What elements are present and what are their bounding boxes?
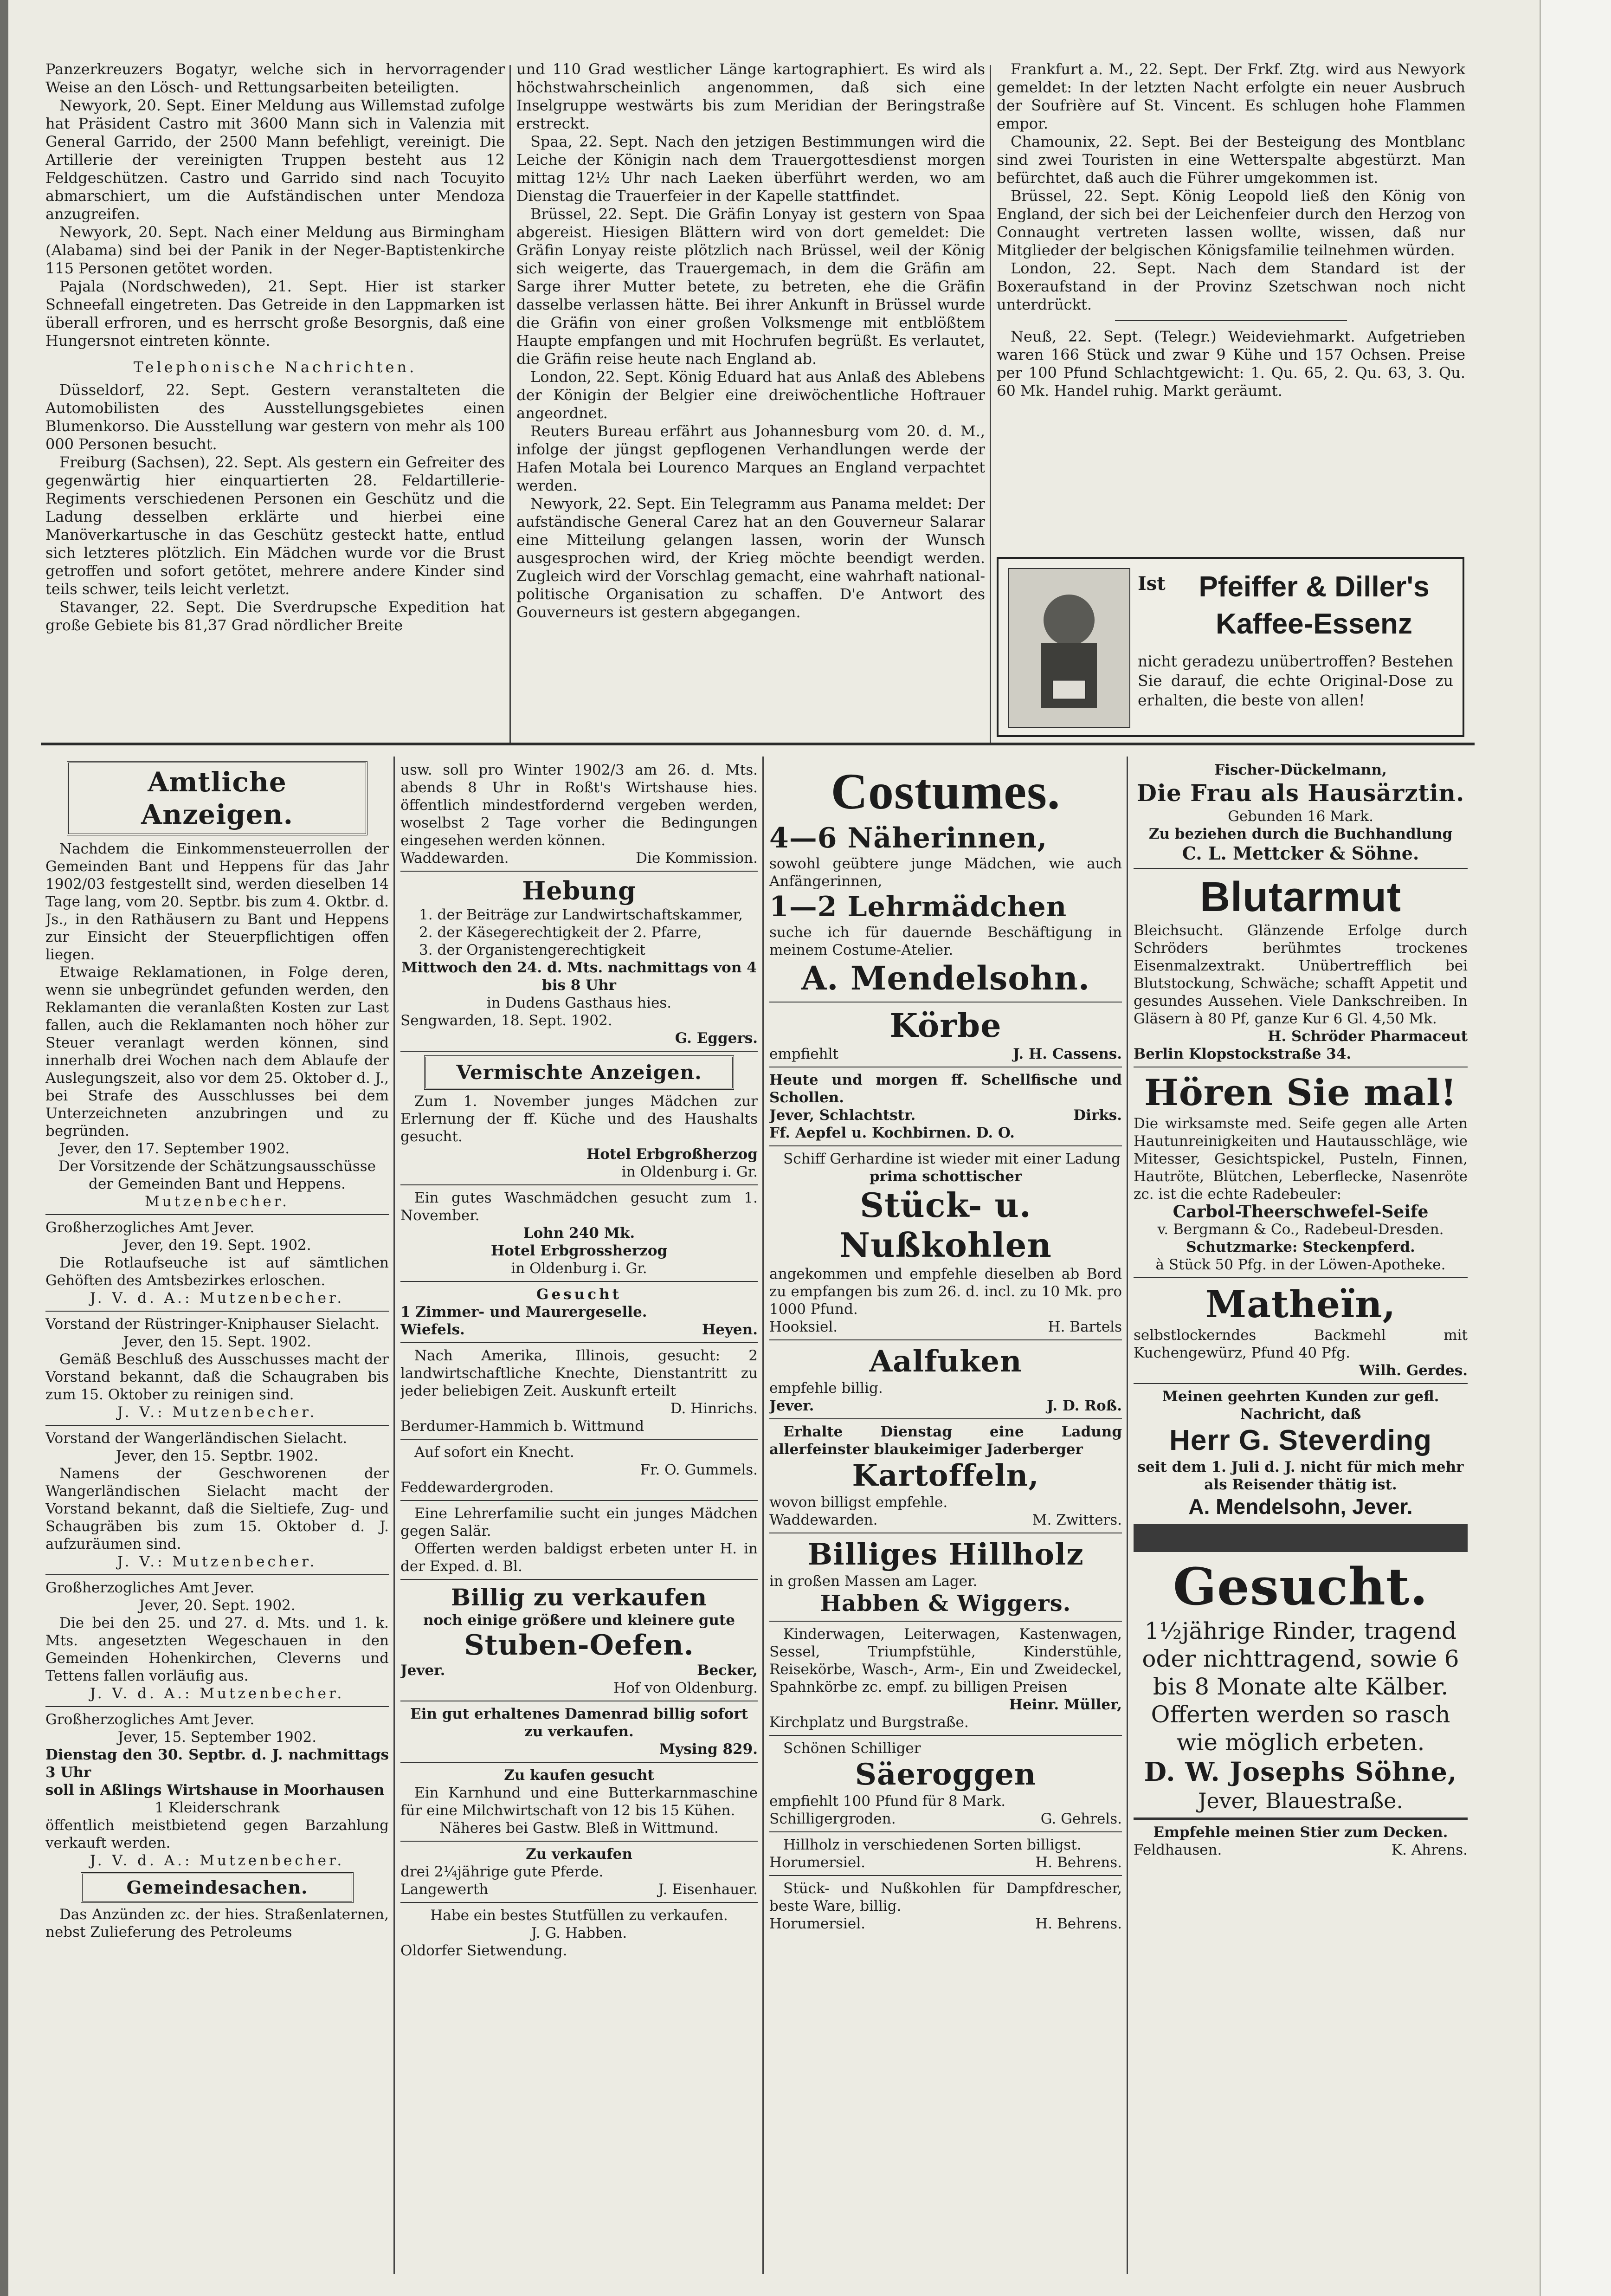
book-title: Die Frau als Hausärztin. — [1136, 779, 1465, 807]
divider — [45, 1214, 389, 1215]
notice-text: öffentlich meistbietend gegen Barzahlung verkauft werden. — [45, 1817, 389, 1851]
news-item: Brüssel, 22. Sept. Die Gräfin Lonyay ist gestern von Spaa abgereist. Hiesigen Blättern wird von dort gemeldet: Die Gräfin Lonyay reiste plötzlich nach Brüssel, weil der König sich weigerte, das Trauergemach, in dem die Gräfin am Sarge ihrer Mutter betete, zu betreten, ehe die Gräfin dasselbe verlassen hätte. Bei ihrer Ankunft in Brüssel wurde die Gräfin von einer großen Volksmenge mit entblößtem Haupte empfangen und mit Hochrufen begrüßt. Es verlautet, die Gräfin reise heute nach England ab. — [516, 205, 985, 368]
divider — [769, 1831, 1122, 1832]
seed-rye-heading: Säeroggen — [855, 1757, 1037, 1792]
ad-text: empfehle billig. — [769, 1380, 883, 1397]
ad-text: Heute und morgen ff. Schellfische und Schollen. — [769, 1072, 1122, 1106]
stoves-heading: Stuben-Oefen. — [464, 1629, 694, 1662]
mathein-heading: Matheïn, — [1205, 1282, 1396, 1326]
ad-text: noch einige größere und kleinere gute — [423, 1612, 735, 1629]
divider — [1134, 1383, 1468, 1384]
author-name: Fischer-Dückelmann, — [1214, 762, 1387, 778]
news-column-2 — [516, 60, 985, 743]
health-ads-column — [1134, 761, 1468, 2293]
ad-heading: Zu kaufen gesucht — [504, 1767, 654, 1784]
divider — [400, 1762, 758, 1763]
notice-heading: Vorstand der Wangerländischen Sielacht. — [45, 1430, 348, 1447]
date-line: Sengwarden, 18. Sept. 1902. — [400, 1012, 612, 1029]
notice-text: Dienstag den 30. Septbr. d. J. nachmittags 3 Uhr — [45, 1746, 389, 1781]
notice-date: Jever, den 19. Sept. 1902. — [123, 1237, 311, 1254]
ad-signatory: H. Bartels — [1048, 1319, 1122, 1335]
ad-text: Kinderwagen, Leiterwagen, Kastenwagen, Sessel, Triumpfstühle, Kinderstühle, Reisekörbe, Wasch-, Arm-, Ein und Zweideckel, Spahnkörbe zc. empf. zu billigen Preisen — [769, 1626, 1122, 1695]
ad-place: in Oldenburg i. Gr. — [621, 1164, 758, 1180]
coffee-drinker-illustration-icon — [1008, 568, 1130, 728]
divider — [1115, 320, 1347, 321]
ad-place: Oldorfer Sietwendung. — [400, 1942, 567, 1959]
ad-text: nicht geradezu unübertroffen? Bestehen Sie darauf, die echte Original-Dose zu erhalten, die beste von allen! — [1138, 652, 1453, 709]
news-item: Freiburg (Sachsen), 22. Sept. Als gestern ein Gefreiter des gegenwärtig hier einquartierten 28. Feldartillerie-Regiments verschiedenen Personen ein Geschütz und die Ladung desselben erklärte und hierbei eine Manöverkartusche in das Geschütz gesteckt hatte, entlud sich letzteres plötzlich. Ein Mädchen wurde vor die Brust getroffen und sofort getötet, mehrere andere Kinder sind teils schwer, teils leicht verletzt. — [45, 453, 505, 598]
ad-text: Hillholz in verschiedenen Sorten billigst. — [783, 1837, 1082, 1853]
notice-text: Nachdem die Einkommensteuerrollen der Gemeinden Bant und Heppens für das Jahr 1902/03 festgestellt sind, werden dieselben 14 Tage lang, vom 20. Septbr. bis zum 4. Oktbr. d. Js., in den Rathäusern zu Bant und Heppens zur Einsicht der Steuerpflichtigen offen liegen. — [45, 841, 389, 963]
ad-place: Jever, Schlachtstr. — [769, 1107, 916, 1124]
divider — [400, 1281, 758, 1282]
ad-heading: Zu verkaufen — [526, 1846, 632, 1863]
ad-text: Offerten werden so rasch wie möglich erbeten. — [1151, 1701, 1450, 1756]
ad-text: empfiehlt — [769, 1046, 838, 1062]
ad-signatory: H. Behrens. — [1035, 1915, 1122, 1932]
hebung-title: Hebung — [522, 876, 636, 905]
ad-place: Hooksiel. — [769, 1319, 838, 1335]
notice-text: usw. soll pro Winter 1902/3 am 26. d. Mts. abends 8 Uhr in Roßt's Wirtshause hies. öffentlich mindestfordernd vergeben werden, woselbst 2 Tage vorher die Bedingungen eingesehen werden können. — [400, 762, 758, 849]
misc-ads-title: Vermischte Anzeigen. — [456, 1061, 702, 1084]
ad-signatory: K. Ahrens. — [1391, 1842, 1468, 1858]
ad-signatory: A. Mendelsohn, Jever. — [1188, 1494, 1413, 1519]
ad-text: Zum 1. November junges Mädchen zur Erlernung der ff. Küche und des Haushalts gesucht. — [400, 1093, 758, 1145]
ad-signatory: D. Hinrichs. — [670, 1400, 758, 1417]
sale-heading: Billig zu verkaufen — [451, 1584, 708, 1611]
divider — [400, 1579, 758, 1580]
dark-band — [1134, 1524, 1468, 1552]
ad-text: à Stück 50 Pfg. in der Löwen-Apotheke. — [1155, 1256, 1446, 1273]
news-item: Pajala (Nordschweden), 21. Sept. Hier ist starker Schneefall eingetreten. Das Getreide in den Lappmarken ist überall erfroren, und es herrscht große Besorgnis, daß eine Hungersnot eintreten könnte. — [45, 278, 505, 349]
ad-place: Wiefels. — [400, 1321, 465, 1338]
ad-signatory: Hotel Erbgrossherzog — [490, 1242, 668, 1259]
column-rule — [393, 757, 395, 2274]
ad-place: Feldhausen. — [1134, 1842, 1222, 1858]
page-edge — [1540, 0, 1611, 2296]
ad-signatory: Becker, — [697, 1662, 758, 1679]
ad-place: Horumersiel. — [769, 1915, 865, 1932]
column-rule — [509, 65, 511, 743]
column-rule — [990, 65, 991, 743]
hillholz-heading: Billiges Hillholz — [807, 1537, 1084, 1572]
ad-signatory: v. Bergmann & Co., Radebeul-Dresden. — [1157, 1221, 1444, 1238]
ad-text: Meinen geehrten Kunden zur gefl. Nachricht, daß — [1162, 1388, 1439, 1423]
divider — [400, 1841, 758, 1842]
ad-text: Schiff Gerhardine ist wieder mit einer Ladung — [783, 1151, 1121, 1167]
ad-text: Erhalte Dienstag eine Ladung allerfeinster blaukeimiger Jaderberger — [769, 1423, 1122, 1458]
ad-signatory: Dirks. — [1073, 1107, 1122, 1124]
divider — [400, 1184, 758, 1185]
ad-text: wovon billigst empfehle. — [769, 1494, 948, 1511]
news-item: Reuters Bureau erfährt aus Johannesburg vom 20. d. M., infolge der jüngst gepflogenen Verhandlungen werde der Hafen Motala bei Lourenco Marques an England verpachtet werden. — [516, 422, 985, 494]
news-item: und 110 Grad westlicher Länge kartographiert. Es wird als höchstwahrscheinlich angenommen, daß sich eine Inselgruppe westwärts bis zum Meridian der Beringstraße erstreckt. — [516, 60, 985, 132]
notice-name: J. V.: Mutzenbecher. — [117, 1404, 317, 1421]
divider — [1134, 868, 1468, 869]
notice-name: Mutzenbecher. — [145, 1193, 290, 1210]
ad-place: Jever, Blauestraße. — [1198, 1788, 1403, 1813]
ad-place: Jever. — [769, 1397, 814, 1414]
divider — [1134, 1817, 1468, 1820]
divider — [45, 1706, 389, 1707]
ad-signatory: J. H. Cassens. — [1013, 1046, 1122, 1062]
ad-text: selbstlockerndes Backmehl mit Kuchengewürz, Pfund 40 Pfg. — [1134, 1327, 1468, 1361]
news-item: Stavanger, 22. Sept. Die Sverdrupsche Expedition hat große Gebiete bis 81,37 Grad nördlicher Breite — [45, 598, 505, 634]
steverding-heading: Herr G. Steverding — [1169, 1424, 1432, 1456]
list-item: 2. der Käsegerechtigkeit der 2. Pfarre, — [419, 924, 702, 941]
divider — [769, 1735, 1122, 1736]
ad-place: Kirchplatz und Burgstraße. — [769, 1714, 969, 1731]
brand-name: Pfeiffer & Diller's — [1199, 571, 1430, 603]
notice-text: Die bei den 25. und 27. d. Mts. und 1. k. Mts. angesetzten Wegeschauen in den Gemeinden Hohenkirchen, Cleverns und Tettens fallen vorläufig aus. — [45, 1615, 389, 1684]
ad-text: Zu beziehen durch die Buchhandlung — [1148, 826, 1453, 842]
notice-name: J. V. d. A.: Mutzenbecher. — [90, 1852, 345, 1869]
notice-date: Jever, den 15. Septbr. 1902. — [116, 1448, 319, 1464]
ad-text: Gebunden 16 Mark. — [1228, 808, 1373, 825]
divider — [400, 1342, 758, 1343]
divider — [1134, 1277, 1468, 1278]
place: Waddewarden. — [400, 850, 509, 867]
ad-text: sowohl geübtere junge Mädchen, wie auch Anfängerinnen, — [769, 855, 1122, 890]
mendelsohn-name: A. Mendelsohn. — [801, 959, 1090, 997]
ad-text: angekommen und empfehle dieselben ab Bord zu empfangen bis zum 26. d. incl. zu 10 Mk. pro 1000 Pfund. — [769, 1266, 1122, 1318]
notice-name: J. V. d. A.: Mutzenbecher. — [90, 1290, 345, 1306]
ad-text: Ein Karnhund und eine Butterkarnmaschine für eine Milchwirtschaft von 12 bis 15 Kühen. — [400, 1785, 758, 1819]
divider — [400, 1902, 758, 1903]
mixed-ads-column — [400, 761, 758, 2293]
place-line: in Dudens Gasthaus hies. — [486, 995, 672, 1011]
notice-heading: Großherzogliches Amt Jever. — [45, 1219, 255, 1236]
ad-place: Langewerth — [400, 1881, 489, 1898]
product-name: Kaffee-Essenz — [1216, 608, 1412, 640]
official-notices-title: Amtliche Anzeigen. — [141, 766, 293, 830]
seamstresses-heading: 4—6 Näherinnen, — [769, 822, 1048, 854]
divider — [769, 1145, 1122, 1146]
ad-text: Empfehle meinen Stier zum Decken. — [1153, 1824, 1448, 1841]
ad-text: Näheres bei Gastw. Bleß in Wittmund. — [439, 1820, 719, 1837]
ad-text: drei 2¼jährige gute Pferde. — [400, 1863, 604, 1880]
official-notices-column — [45, 761, 389, 2293]
signatory: G. Eggers. — [675, 1030, 758, 1047]
ad-text: seit dem 1. Juli d. J. nicht für mich mehr als Reisender thätig ist. — [1137, 1459, 1464, 1493]
ad-place: Schilligergroden. — [769, 1811, 896, 1827]
column-rule — [1127, 757, 1128, 2274]
soap-name: Carbol-Theerschwefel-Seife — [1173, 1202, 1429, 1222]
divider — [45, 1574, 389, 1575]
ad-text: 1½jährige Rinder, tragend oder nichttragend, sowie 6 bis 8 Monate alte Kälber. — [1142, 1617, 1459, 1700]
news-item: Frankfurt a. M., 22. Sept. Der Frkf. Ztg. wird aus Newyork gemeldet: In der letzten Nacht erfolgte ein neuer Ausbruch der Soufrière auf St. Vincent. Es schlugen hohe Flammen empor. — [997, 60, 1465, 132]
notice-text: soll in Aßlings Wirtshause in Moorhausen — [45, 1782, 385, 1798]
section-rule — [41, 743, 1475, 745]
divider — [45, 1311, 389, 1312]
newspaper-page — [8, 0, 1540, 2296]
ad-text: prima schottischer — [869, 1168, 1022, 1185]
ad-signatory: Fr. O. Gummels. — [640, 1462, 758, 1478]
binding-gutter — [0, 0, 8, 2296]
commercial-ads-column — [769, 761, 1122, 2293]
ad-text: Ein gutes Waschmädchen gesucht zum 1. November. — [400, 1190, 758, 1224]
ad-text: Schönen Schilliger — [783, 1740, 921, 1757]
divider — [45, 1425, 389, 1426]
notice-text: 1 Kleiderschrank — [155, 1799, 280, 1816]
signatory: Die Kommission. — [636, 850, 758, 867]
notice-heading: Großherzogliches Amt Jever. — [45, 1579, 255, 1596]
notice-name: J. V.: Mutzenbecher. — [117, 1553, 317, 1570]
ad-place: Feddewardergroden. — [400, 1479, 554, 1496]
trademark: Schutzmarke: Steckenpferd. — [1186, 1239, 1415, 1255]
notice-text: Die Rotlaufseuche ist auf sämtlichen Gehöften des Amtsbezirkes erloschen. — [45, 1255, 389, 1289]
divider — [769, 1418, 1122, 1419]
ad-text: Bleichsucht. Glänzende Erfolge durch Schröders berühmtes trockenes Eisenmalzextrakt. Unübertrefflich bei Blutstockung, Schwäche; schafft Appetit und gesundes Aussehen. Viele Dankschreiben. In Gläsern à 80 Pf, ganze Kur 6 Gl. 4,50 Mk. — [1134, 922, 1468, 1027]
divider — [769, 1339, 1122, 1340]
ad-signatory: J. G. Habben. — [531, 1925, 627, 1941]
baskets-heading: Körbe — [889, 1006, 1002, 1045]
ad-signatory: C. L. Mettcker & Söhne. — [1182, 843, 1419, 864]
news-item: Düsseldorf, 22. Sept. Gestern veranstalteten die Automobilisten des Ausstellungsgebietes einen Blumenkorso. Die Ausstellung war gestern von mehr als 100 000 Personen besucht. — [45, 381, 505, 453]
notice-date: Jever, den 15. Sept. 1902. — [123, 1333, 311, 1350]
ad-signatory: Habben & Wiggers. — [820, 1591, 1071, 1617]
divider — [769, 1621, 1122, 1622]
ad-signatory: J. Eisenhauer. — [658, 1881, 758, 1898]
ad-text: Ff. Aepfel u. Kochbirnen. D. O. — [769, 1125, 1015, 1141]
municipal-heading: Gemeindesachen. — [126, 1877, 308, 1898]
ad-place: Horumersiel. — [769, 1854, 865, 1871]
ad-text: Lohn 240 Mk. — [523, 1225, 635, 1242]
notice-text: Etwaige Reklamationen, in Folge deren, wenn sie unbegründet gefunden werden, den Reklamanten die veranlaßten Kosten zur Last fallen, auch die Reklamanten noch höher zur Steuer veranlagt werden können, sind innerhalb drei Wochen nach dem Ablaufe der Auslegungszeit, also vor dem 25. Oktober d. J., bei Strafe des Ausschlusses bei dem Unterzeichneten anzubringen und zu begründen. — [45, 964, 389, 1139]
ad-signatory: Wilh. Gerdes. — [1359, 1362, 1468, 1379]
ist-label: Ist — [1138, 573, 1166, 595]
potatoes-heading: Kartoffeln, — [852, 1458, 1039, 1493]
news-item: London, 22. Sept. König Eduard hat aus Anlaß des Ablebens der Königin der Belgier eine dreiwöchentliche Hoftrauer angeordnet. — [516, 368, 985, 422]
pfeiffer-diller-ad — [997, 557, 1464, 737]
news-item: London, 22. Sept. Nach dem Standard ist der Boxeraufstand in der Provinz Szetschwan noch nicht unterdrückt. — [997, 259, 1465, 313]
ad-text: Stück- und Nußkohlen für Dampfdrescher, beste Ware, billig. — [769, 1880, 1122, 1914]
date-line: Mittwoch den 24. d. Mts. nachmittags von 4 bis 8 Uhr — [401, 959, 757, 994]
news-item: Newyork, 20. Sept. Einer Meldung aus Willemstad zufolge hat Präsident Castro mit 3600 Mann sich in Valenzia mit General Garrido, der 2500 Mann befehligt, vereinigt. Die Artillerie der vereinigten Truppen besteht aus 12 Feldgeschützen. Castro und Garrido sind nach Tocuyito abmarschiert, um die Aufständischen unter Mendoza anzugreifen. — [45, 97, 505, 223]
ad-signatory: Heyen. — [702, 1321, 758, 1338]
ad-text: Die wirksamste med. Seife gegen alle Arten Hautunreinigkeiten und Hautausschläge, wie Mitesser, Gesichtspickel, Pusteln, Finnen, Hautröte, Blütchen, Leberflecke, Nasenröte zc. ist die echte Radebeuler: — [1134, 1115, 1468, 1203]
notice-heading: Großherzogliches Amt Jever. — [45, 1711, 255, 1728]
column-rule — [762, 757, 764, 2274]
ad-signatory: G. Gehrels. — [1040, 1811, 1122, 1827]
ad-text: suche ich für dauernde Beschäftigung in meinem Costume-Atelier. — [769, 924, 1122, 958]
news-item: Chamounix, 22. Sept. Bei der Besteigung des Montblanc sind zwei Touristen in eine Wetterspalte abgestürzt. Man befürchtet, daß auch die Führer umgekommen ist. — [997, 133, 1465, 187]
notice-signatory: Der Vorsitzende der Schätzungsausschüsse der Gemeinden Bant und Heppens. — [58, 1158, 376, 1192]
list-item: 3. der Organistengerechtigkeit — [419, 942, 645, 958]
horen-sie-mal-heading: Hören Sie mal! — [1144, 1072, 1457, 1114]
divider — [769, 1875, 1122, 1876]
ad-signatory: M. Zwitters. — [1032, 1512, 1122, 1528]
news-column-1 — [45, 60, 505, 743]
notice-date: Jever, 20. Sept. 1902. — [139, 1597, 296, 1614]
gesucht-heading: Gesucht. — [1173, 1557, 1428, 1617]
ad-text: Auf sofort ein Knecht. — [414, 1444, 574, 1461]
news-item: Brüssel, 22. Sept. König Leopold ließ den König von England, der sich bei der Leichenfeier durch den Herzog von Connaught vertreten lassen wollte, wissen, daß nur Mitglieder der belgischen Königsfamilie teilnehmen würden. — [997, 187, 1465, 259]
ad-signatory: Hotel Erbgroßherzog — [586, 1146, 758, 1163]
news-item: Panzerkreuzers Bogatyr, welche sich in hervorragender Weise an den Lösch- und Rettungsarbeiten beteiligten. — [45, 60, 505, 96]
notice-name: J. V. d. A.: Mutzenbecher. — [90, 1685, 345, 1702]
news-item: Spaa, 22. Sept. Nach den jetzigen Bestimmungen wird die Leiche der Königin nach dem Trauergottesdienst morgen mittag 12½ Uhr nach Laeken überführt werden, wo am Dienstag die Trauerfeier in der Kapelle stattfindet. — [516, 133, 985, 205]
ad-signatory: Mysing 829. — [659, 1741, 758, 1758]
section-heading: Telephonische Nachrichten. — [133, 358, 417, 376]
notice-heading: Vorstand der Rüstringer-Kniphauser Sielacht. — [45, 1316, 380, 1332]
news-item: Newyork, 20. Sept. Nach einer Meldung aus Birmingham (Alabama) sind bei der Panik in der Neger-Baptistenkirche 115 Personen getötet worden. — [45, 223, 505, 277]
ad-text: Ein gut erhaltenes Damenrad billig sofort zu verkaufen. — [410, 1706, 748, 1740]
costumes-heading: Costumes. — [831, 763, 1061, 820]
news-column-3 — [997, 60, 1465, 557]
apprentices-heading: 1—2 Lehrmädchen — [769, 891, 1067, 923]
ad-place: in Oldenburg i. Gr. — [511, 1260, 647, 1277]
ad-place: Berlin Klopstockstraße 34. — [1134, 1046, 1352, 1062]
ad-text: 1 Zimmer- und Maurergeselle. — [400, 1304, 647, 1320]
news-item: Neuß, 22. Sept. (Telegr.) Weideviehmarkt. Aufgetrieben waren 166 Stück und zwar 9 Kühe und 157 Ochsen. Preise per 100 Pfund Schlachtgewicht: 1. Qu. 65, 2. Qu. 63, 3. Qu. 60 Mk. Handel ruhig. Markt geräumt. — [997, 328, 1465, 400]
ad-signatory: H. Behrens. — [1035, 1854, 1122, 1871]
notice-date: Jever, 15. September 1902. — [117, 1729, 317, 1746]
ad-text: Eine Lehrerfamilie sucht ein junges Mädchen gegen Salär. — [400, 1505, 758, 1539]
coal-heading: Stück- u. Nußkohlen — [839, 1185, 1052, 1265]
ad-text: Habe ein bestes Stutfüllen zu verkaufen. — [430, 1907, 728, 1924]
ad-place: Berdumer-Hammich b. Wittmund — [400, 1418, 644, 1435]
ad-signatory: J. D. Roß. — [1047, 1397, 1122, 1414]
ad-text: in großen Massen am Lager. — [769, 1573, 978, 1590]
ad-text: empfiehlt 100 Pfund für 8 Mark. — [769, 1793, 1006, 1810]
ad-text: Nach Amerika, Illinois, gesucht: 2 landwirtschaftliche Knechte, Dienstantritt zu jeder beliebigen Zeit. Auskunft erteilt — [400, 1347, 758, 1399]
divider — [400, 1439, 758, 1440]
ad-signatory: Heinr. Müller, — [1009, 1696, 1122, 1713]
notice-date: Jever, den 17. September 1902. — [59, 1140, 290, 1157]
divider — [400, 871, 758, 872]
notice-text: Gemäß Beschluß des Ausschusses macht der Vorstand bekannt, daß die Schaugraben bis zum 15. Oktober zu reinigen sind. — [45, 1351, 389, 1403]
list-item: 1. der Beiträge zur Landwirtschaftskammer, — [419, 906, 743, 923]
notice-text: Das Anzünden zc. der hies. Straßenlaternen, nebst Zulieferung des Petroleums — [45, 1906, 389, 1940]
ad-text: Offerten werden baldigst erbeten unter H. in der Exped. d. Bl. — [400, 1540, 758, 1575]
blutarmut-heading: Blutarmut — [1200, 874, 1401, 920]
ad-signatory: D. W. Josephs Söhne, — [1144, 1757, 1457, 1787]
ad-place: Waddewarden. — [769, 1512, 878, 1528]
ad-place: Hof von Oldenburg. — [613, 1680, 758, 1696]
aalfuken-heading: Aalfuken — [869, 1344, 1022, 1379]
ad-heading: Gesucht — [536, 1286, 622, 1303]
ad-place: Jever. — [400, 1662, 445, 1679]
divider — [400, 1500, 758, 1501]
divider — [400, 1051, 758, 1052]
notice-text: Namens der Geschworenen der Wangerländischen Sielacht macht der Vorstand bekannt, daß die Sieltiefe, Zug- und Schaugräben bis zum 15. Oktober d. J. aufzuräumen sind. — [45, 1465, 389, 1552]
ad-signatory: H. Schröder Pharmaceut — [1268, 1028, 1468, 1045]
news-item: Newyork, 22. Sept. Ein Telegramm aus Panama meldet: Der aufständische General Carez hat an den Gouverneur Salarar eine Mitteilung gelangen lassen, worin der Wunsch ausgesprochen wird, der Krieg möchte beendigt werden. Zugleich wird der Vorschlag gemacht, eine wahrhaft national-politische Organisation zu schaffen. D'e Antwort des Gouverneurs ist gestern abgegangen. — [516, 495, 985, 621]
